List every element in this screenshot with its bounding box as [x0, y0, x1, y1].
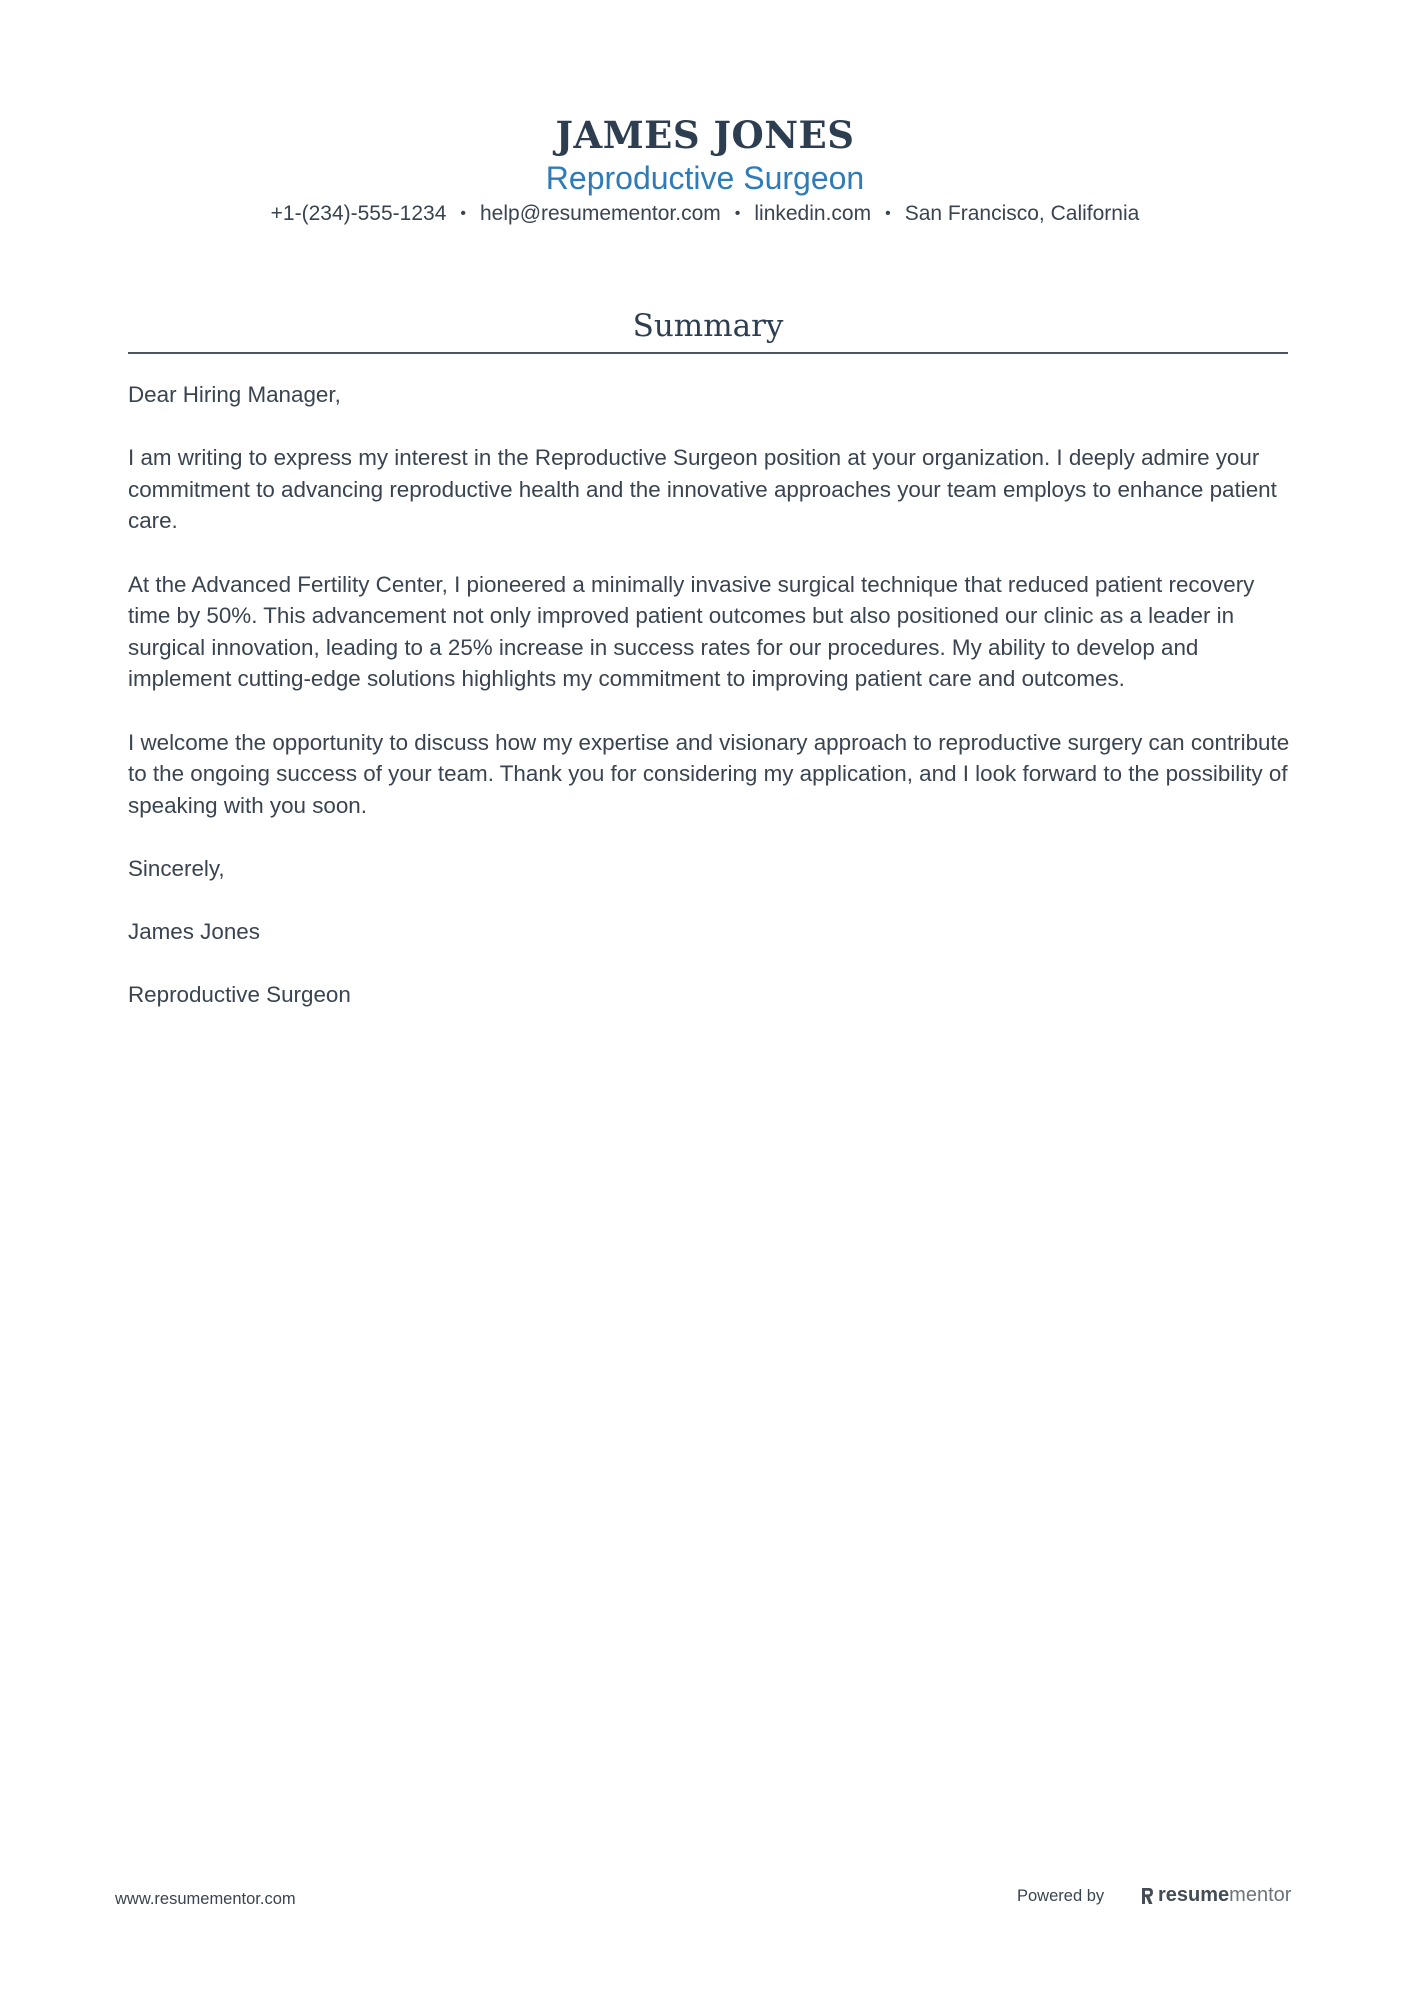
brand-name-part2: mentor [1229, 1884, 1292, 1906]
footer-website[interactable]: www.resumementor.com [115, 1890, 296, 1908]
letter-paragraph: I welcome the opportunity to discuss how my expertise and visionary approach to reproductive surgery can contribute to the ongoing success of your team. Thank you for considering my application, and I look forward to the possibility of speaking with you soon. [128, 729, 1290, 818]
contact-line [0, 200, 1410, 228]
section-divider [128, 352, 1288, 354]
letter-header [0, 112, 1410, 228]
resumementor-logo-icon [1140, 1886, 1154, 1906]
letter-paragraph: I am writing to express my interest in the Reproductive Surgeon position at your organization. I deeply admire your commitment to advancing reproductive health and the innovative approaches your team employs to enhance patient care. [128, 445, 1277, 534]
letter-closing: Sincerely, [128, 855, 225, 881]
candidate-title: Reproductive Surgeon [545, 160, 865, 196]
letter-greeting: Dear Hiring Manager, [128, 382, 341, 407]
contact-linkedin[interactable]: linkedin.com [754, 202, 872, 225]
section-title: Summary [632, 308, 784, 344]
signature-name: James Jones [128, 919, 260, 945]
contact-location: San Francisco, California [904, 202, 1140, 225]
contact-separator: • [460, 205, 466, 222]
letter-body [128, 379, 1290, 1042]
letter-paragraph: At the Advanced Fertility Center, I pioneered a minimally invasive surgical technique that reduced patient recovery time by 50%. This advancement not only improved patient outcomes but also positioned our clinic as a leader in surgical innovation, leading to a 25% increase in success rates for our procedures. My ability to develop and implement cutting-edge solutions highlights my commitment to improving patient care and outcomes. [128, 571, 1255, 692]
contact-email[interactable]: help@resumementor.com [479, 202, 721, 225]
contact-phone: +1-(234)-555-1234 [270, 202, 447, 225]
powered-by-label: Powered by [1017, 1887, 1105, 1905]
candidate-name: JAMES JONES [555, 113, 855, 157]
contact-separator: • [885, 205, 891, 222]
signature-title: Reproductive Surgeon [128, 982, 351, 1008]
brand-logo[interactable] [1140, 1884, 1291, 1907]
brand-name-part1: resume [1158, 1884, 1230, 1906]
contact-separator: • [734, 205, 741, 222]
